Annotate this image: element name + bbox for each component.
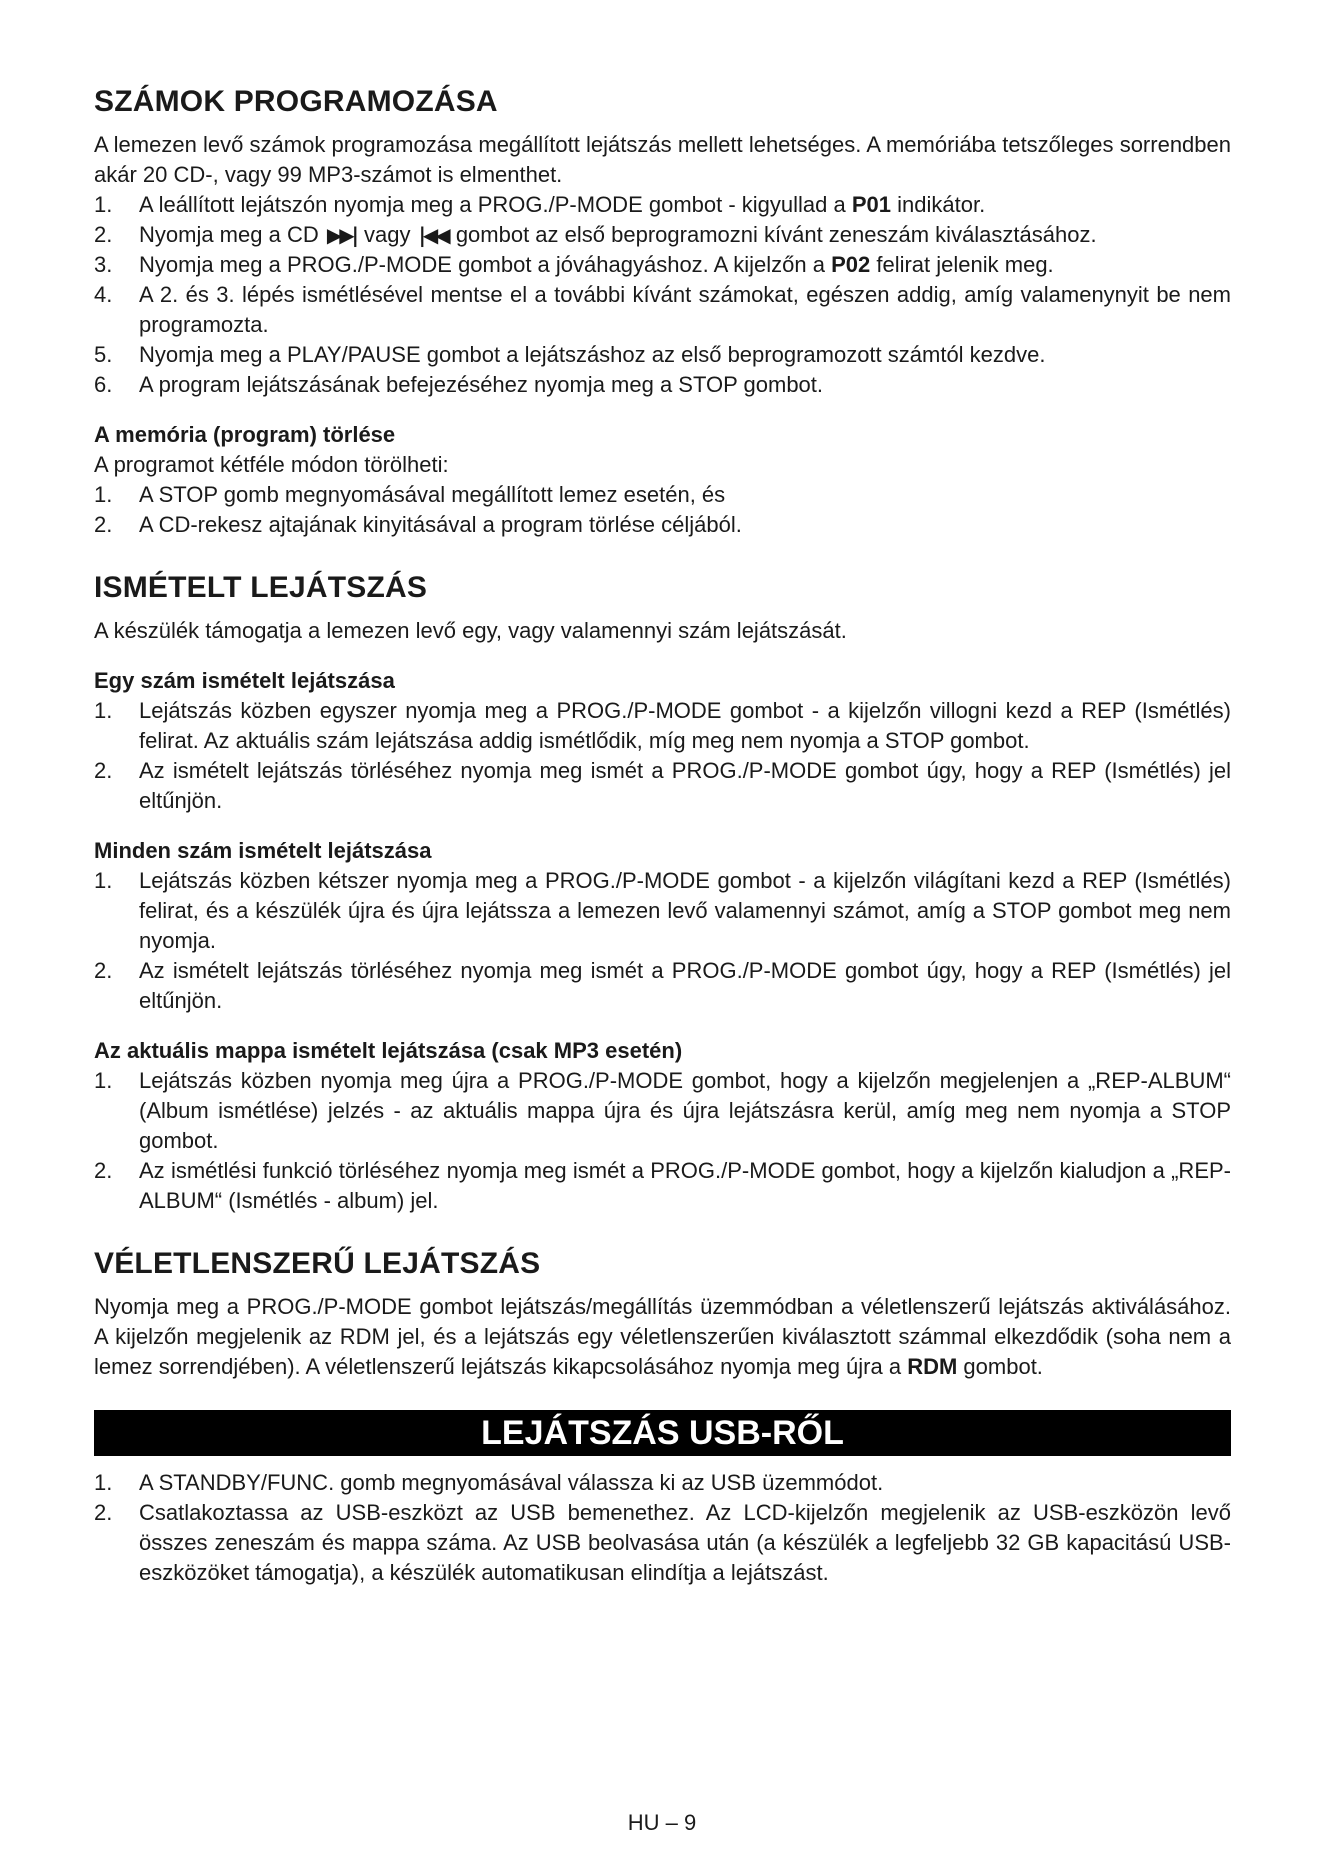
step-number: 2.: [94, 512, 113, 537]
indicator-p01: P01: [851, 192, 892, 217]
step-number: 2.: [94, 1500, 113, 1525]
heading-repeat-folder: Az aktuális mappa ismételt lejátszása (csak MP3 esetén): [94, 1038, 683, 1063]
step-number: 2.: [94, 958, 113, 983]
repeat-folder-steps: [94, 1066, 1231, 1216]
list-item: [94, 190, 1231, 220]
heading-usb-playback-banner: LEJÁTSZÁS USB-RŐL: [94, 1410, 1231, 1456]
step-number: 1.: [94, 698, 113, 723]
step-number: 2.: [94, 758, 113, 783]
repeat-intro: A készülék támogatja a lemezen levő egy, vagy valamennyi szám lejátszását.: [94, 618, 847, 643]
step-text: A STOP gomb megnyomásával megállított lemez esetén, és: [139, 482, 726, 507]
heading-random-playback: VÉLETLENSZERŰ LEJÁTSZÁS: [94, 1247, 541, 1280]
step-text: Nyomja meg a PROG./P-MODE gombot a jóváhagyáshoz. A kijelzőn a: [139, 252, 832, 277]
step-text: A CD-rekesz ajtajának kinyitásával a program törlése céljából.: [139, 512, 742, 537]
list-item: [94, 280, 1231, 340]
step-number: 1.: [94, 192, 113, 217]
step-number: 2.: [94, 1158, 113, 1183]
list-item: [94, 1156, 1231, 1216]
step-number: 3.: [94, 252, 113, 277]
heading-repeat-all: Minden szám ismételt lejátszása: [94, 838, 432, 863]
step-number: 1.: [94, 1068, 113, 1093]
random-text: [94, 1292, 1231, 1382]
next-track-icon: ▶▶|: [326, 223, 356, 247]
programming-intro: A lemezen levő számok programozása megállított lejátszás mellett lehetséges. A memóriába tetszőleges sorrendben akár 20 CD-, vagy 99 MP3-számot is elmenthet.: [94, 132, 1231, 187]
indicator-p02: P02: [831, 252, 871, 277]
list-item: [94, 220, 1231, 250]
step-text-end: felirat jelenik meg.: [870, 252, 1054, 277]
usb-steps: [94, 1468, 1231, 1588]
list-item: [94, 1066, 1231, 1156]
list-item: [94, 756, 1231, 816]
step-text: Az ismételt lejátszás törléséhez nyomja meg ismét a PROG./P-MODE gombot úgy, hogy a REP (Ismétlés) jel eltűnjön.: [139, 758, 1231, 813]
step-number: 2.: [94, 222, 113, 247]
list-item: [94, 510, 1231, 540]
memory-intro: A programot kétféle módon törölheti:: [94, 452, 449, 477]
repeat-one-steps: [94, 696, 1231, 816]
step-text: A leállított lejátszón nyomja meg a PROG./P-MODE gombot - kigyullad a: [139, 192, 852, 217]
step-number: 1.: [94, 1470, 113, 1495]
list-item: [94, 250, 1231, 280]
step-text-end: gombot az első beprogramozni kívánt zeneszám kiválasztásához.: [449, 222, 1097, 247]
step-number: 1.: [94, 482, 113, 507]
step-text: A 2. és 3. lépés ismétlésével mentse el a további kívánt számokat, egészen addig, amíg valamenynyit be nem programozta.: [139, 282, 1231, 337]
heading-memory-clear: A memória (program) törlése: [94, 422, 396, 447]
step-text: Az ismétlési funkció törléséhez nyomja meg ismét a PROG./P-MODE gombot, hogy a kijelzőn kialudjon a „REP-ALBUM“ (Ismétlés - album) jel.: [139, 1158, 1231, 1213]
list-item: [94, 370, 1231, 400]
manual-page: [94, 82, 1231, 1588]
step-text-mid: vagy: [357, 222, 417, 247]
step-text: Nyomja meg a CD: [139, 222, 325, 247]
step-text: Lejátszás közben kétszer nyomja meg a PROG./P-MODE gombot - a kijelzőn világítani kezd a REP (Ismétlés) felirat, és a készülék újra és újra lejátssza a lemezen levő valamennyi számot, amíg a STOP gombot meg nem nyomja.: [139, 868, 1231, 953]
heading-track-programming: SZÁMOK PROGRAMOZÁSA: [94, 85, 498, 118]
step-number: 6.: [94, 372, 113, 397]
memory-steps: [94, 480, 1231, 540]
step-text: Nyomja meg a PLAY/PAUSE gombot a lejátszáshoz az első beprogramozott számtól kezdve.: [139, 342, 1046, 367]
page-number: HU – 9: [627, 1810, 697, 1835]
list-item: [94, 340, 1231, 370]
random-text-end: gombot.: [957, 1354, 1043, 1379]
list-item: [94, 866, 1231, 956]
list-item: [94, 480, 1231, 510]
list-item: [94, 1498, 1231, 1588]
step-text-end: indikátor.: [891, 192, 986, 217]
step-text: A program lejátszásának befejezéséhez nyomja meg a STOP gombot.: [139, 372, 824, 397]
step-number: 5.: [94, 342, 113, 367]
rdm-label: RDM: [907, 1354, 958, 1379]
step-number: 1.: [94, 868, 113, 893]
random-text-main: Nyomja meg a PROG./P-MODE gombot lejátszás/megállítás üzemmódban a véletlenszerű lejátszás aktiválásához. A kijelzőn megjelenik az RDM jel, és a lejátszás egy véletlenszerűen kiválasztott számmal elkezdődik (soha nem a lemez sorrendjében). A véletlenszerű lejátszás kikapcsolásához nyomja meg újra a: [94, 1294, 1231, 1379]
heading-repeat-one: Egy szám ismételt lejátszása: [94, 668, 395, 693]
list-item: [94, 956, 1231, 1016]
programming-steps: [94, 190, 1231, 400]
previous-track-icon: |◀◀: [418, 223, 448, 247]
repeat-all-steps: [94, 866, 1231, 1016]
step-text: A STANDBY/FUNC. gomb megnyomásával válassza ki az USB üzemmódot.: [139, 1470, 884, 1495]
step-text: Lejátszás közben nyomja meg újra a PROG./P-MODE gombot, hogy a kijelzőn megjelenjen a „REP-ALBUM“ (Album ismétlése) jelzés - az aktuális mappa újra és újra lejátszásra kerül, amíg meg nem nyomja a STOP gombot.: [139, 1068, 1231, 1153]
heading-repeat-playback: ISMÉTELT LEJÁTSZÁS: [94, 571, 428, 604]
list-item: [94, 1468, 1231, 1498]
step-text: Lejátszás közben egyszer nyomja meg a PROG./P-MODE gombot - a kijelzőn villogni kezd a REP (Ismétlés) felirat. Az aktuális szám lejátszása addig ismétlődik, míg meg nem nyomja a STOP gombot.: [139, 698, 1231, 753]
list-item: [94, 696, 1231, 756]
step-number: 4.: [94, 282, 113, 307]
step-text: Csatlakoztassa az USB-eszközt az USB bemenethez. Az LCD-kijelzőn megjelenik az USB-eszközön levő összes zeneszám és mappa száma. Az USB beolvasása után (a készülék a legfeljebb 32 GB kapacitású USB-eszközöket támogatja), a készülék automatikusan elindítja a lejátszást.: [139, 1500, 1231, 1585]
step-text: Az ismételt lejátszás törléséhez nyomja meg ismét a PROG./P-MODE gombot úgy, hogy a REP (Ismétlés) jel eltűnjön.: [139, 958, 1231, 1013]
